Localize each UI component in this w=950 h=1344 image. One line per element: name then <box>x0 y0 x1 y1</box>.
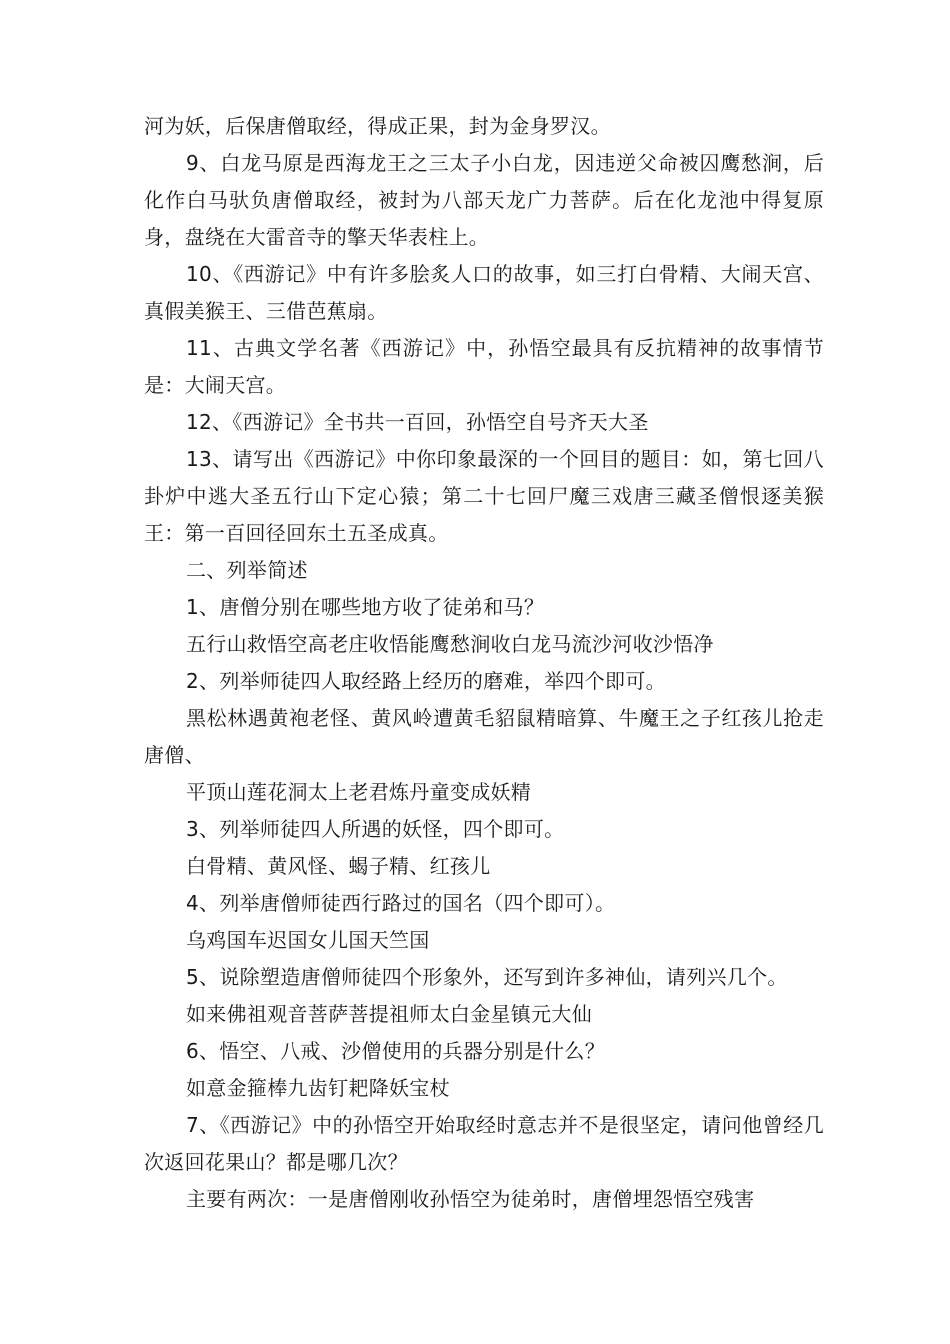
answer: 五行山救悟空高老庄收悟能鹰愁涧收白龙马流沙河收沙悟净 <box>186 632 714 656</box>
question: 5、说除塑造唐僧师徒四个形象外，还写到许多神仙，请列兴几个。 <box>186 965 788 989</box>
question: 7、《西游记》中的孙悟空开始取经时意志并不是很坚定，请问他曾经几次返回花果山？都是哪几次？ <box>144 1113 824 1174</box>
question: 4、列举唐僧师徒西行路过的国名（四个即可）。 <box>186 891 616 915</box>
paragraph: 10、《西游记》中有许多脍炙人口的故事，如三打白骨精、大闹天宫、真假美猴王、三借芭蕉扇。 <box>144 262 824 323</box>
paragraph: 11、古典文学名著《西游记》中，孙悟空最具有反抗精神的故事情节是：大闹天宫。 <box>144 336 824 397</box>
paragraph: 9、白龙马原是西海龙王之三太子小白龙，因违逆父命被囚鹰愁涧，后化作白马驮负唐僧取经，被封为八部天龙广力菩萨。后在化龙池中得复原身，盘绕在大雷音寺的擎天华表柱上。 <box>144 151 824 249</box>
answer: 乌鸡国车迟国女儿国天竺国 <box>186 928 430 952</box>
document-body <box>144 108 824 1218</box>
section-heading: 二、列举简述 <box>186 558 308 582</box>
question: 1、唐僧分别在哪些地方收了徒弟和马？ <box>186 595 545 619</box>
answer: 白骨精、黄风怪、蝎子精、红孩儿 <box>186 854 491 878</box>
paragraph: 河为妖，后保唐僧取经，得成正果，封为金身罗汉。 <box>144 114 611 138</box>
question: 6、悟空、八戒、沙僧使用的兵器分别是什么？ <box>186 1039 606 1063</box>
answer: 黑松林遇黄袍老怪、黄风岭遭黄毛貂鼠精暗算、牛魔王之子红孩儿抢走唐僧、 <box>144 706 824 767</box>
answer: 如来佛祖观音菩萨菩提祖师太白金星镇元大仙 <box>186 1002 592 1026</box>
answer: 主要有两次：一是唐僧刚收孙悟空为徒弟时，唐僧埋怨悟空残害 <box>186 1187 755 1211</box>
answer: 平顶山莲花洞太上老君炼丹童变成妖精 <box>186 780 532 804</box>
answer: 如意金箍棒九齿钉耙降妖宝杖 <box>186 1076 450 1100</box>
question: 2、列举师徒四人取经路上经历的磨难，举四个即可。 <box>186 669 666 693</box>
paragraph: 13、请写出《西游记》中你印象最深的一个回目的题目：如，第七回八卦炉中逃大圣五行山下定心猿；第二十七回尸魔三戏唐三藏圣僧恨逐美猴王：第一百回径回东土五圣成真。 <box>144 447 824 545</box>
paragraph: 12、《西游记》全书共一百回，孙悟空自号齐天大圣 <box>186 410 649 434</box>
question: 3、列举师徒四人所遇的妖怪，四个即可。 <box>186 817 565 841</box>
